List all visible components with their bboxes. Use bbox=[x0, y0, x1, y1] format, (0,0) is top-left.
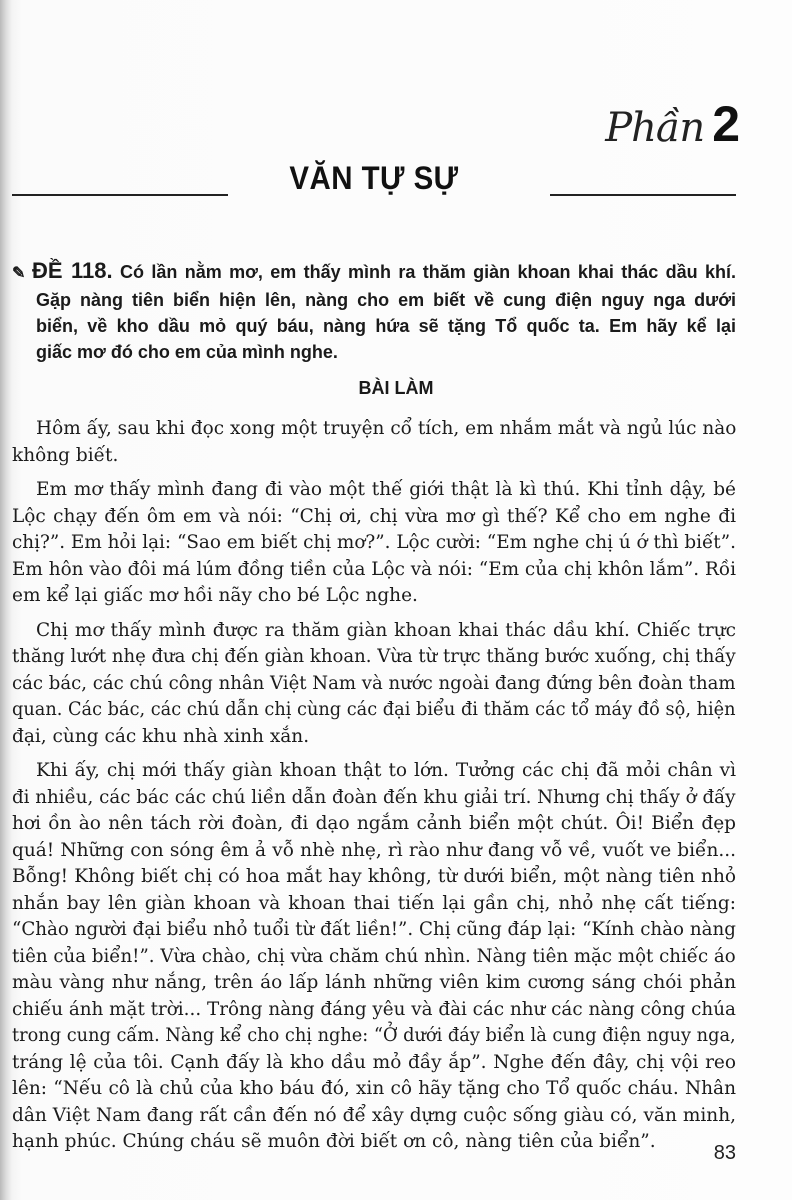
text-line: đi nhiều, các bác các chú liền dẫn đoàn đến khu giải trí. Nhưng chị thấy ở đấy bbox=[12, 786, 736, 808]
text-line: “Chào người đại biểu nhỏ tuổi từ đất liền!”. Chị cũng đáp lại: “Kính chào nàng bbox=[12, 919, 736, 940]
text-line: hạnh phúc. Chúng cháu sẽ muôn đời biết ơn cô, nàng tiên của biển”. bbox=[12, 1131, 656, 1152]
title-rule-right bbox=[550, 194, 736, 196]
text-line: chiếu ánh mặt trời... Trông nàng đáng yêu và đài các như các nàng công chúa bbox=[12, 998, 736, 1020]
text-line: quá! Những con sóng êm ả vỗ nhè nhẹ, rì rào như đang vỗ về, vuốt ve biển... bbox=[12, 839, 736, 861]
part-number: 2 bbox=[712, 96, 740, 152]
paragraph bbox=[12, 758, 736, 1156]
paragraph bbox=[12, 618, 736, 751]
text-line: dân Việt Nam đang rất cần đến nó để xây dựng cuộc sống giàu có, văn minh, bbox=[12, 1104, 736, 1126]
text-line: Chị mơ thấy mình được ra thăm giàn khoan khai thác dầu khí. Chiếc trực bbox=[36, 619, 736, 641]
text-line: Em hôn vào đôi má lúm đồng tiền của Lộc và nói: “Em của chị khôn lắm”. Rồi bbox=[12, 558, 736, 580]
text-line: hơi ồn ào nên tách rời đoàn, đi dạo ngắm cảnh biển một chút. Ôi! Biển đẹp bbox=[12, 813, 736, 834]
exercise-label: ĐỀ 118. bbox=[32, 258, 113, 283]
text-line: tráng lệ của tôi. Cạnh đấy là kho dầu mỏ đầy ắp”. Nghe đến đây, chị vội reo bbox=[12, 1051, 736, 1073]
text-line: quan. Các bác, các chú dẫn chị cùng các đại biểu đi thăm các tổ máy đồ sộ, hiện bbox=[12, 699, 736, 720]
pencil-icon: ✎ bbox=[12, 265, 26, 282]
prompt-line: giấc mơ đó cho em của mình nghe. bbox=[36, 342, 338, 362]
part-word: Phần bbox=[605, 105, 705, 151]
part-heading bbox=[605, 95, 740, 153]
text-line: đại, cùng các khu nhà xinh xắn. bbox=[12, 725, 310, 747]
text-line: các bác, các chú công nhân Việt Nam và nước ngoài đang đứng bên đoàn tham bbox=[12, 672, 736, 694]
text-line: không biết. bbox=[12, 444, 119, 466]
text-line: tiên của biển!”. Vừa chào, chị vừa chăm chú nhìn. Nàng tiên mặc một chiếc áo bbox=[12, 945, 736, 967]
text-line: thăng lướt nhẹ đưa chị đến giàn khoan. Vừa từ trực thăng bước xuống, chị thấy bbox=[12, 646, 736, 667]
text-line: Khi ấy, chị mới thấy giàn khoan thật to lớn. Tưởng các chị đã mỏi chân vì bbox=[36, 760, 736, 781]
text-line: trong cung cấm. Nàng kể cho chị nghe: “Ở dưới đáy biển là cung điện nguy nga, bbox=[12, 1025, 736, 1046]
text-line: màu vàng như nắng, trên áo lấp lánh những viên kim cương sáng chói phản bbox=[12, 972, 736, 993]
prompt-line: biển, về kho dầu mỏ quý báu, nàng hứa sẽ tặng Tổ quốc ta. Em hãy kể lại bbox=[36, 316, 736, 336]
section-title-row bbox=[12, 160, 736, 210]
exercise-prompt bbox=[12, 258, 736, 365]
text-line: lên: “Nếu cô là chủ của kho báu đó, xin cô hãy tặng cho Tổ quốc cháu. Nhân bbox=[12, 1078, 736, 1099]
paragraph bbox=[12, 416, 736, 469]
text-line: Lộc chạy đến ôm em và nói: “Chị ơi, chị vừa mơ gì thế? Kể cho em nghe đi bbox=[12, 505, 736, 527]
essay-body bbox=[12, 416, 736, 1164]
text-line: Em mơ thấy mình đang đi vào một thế giới thật là kì thú. Khi tỉnh dậy, bé bbox=[36, 479, 736, 500]
prompt-line: Gặp nàng tiên biển hiện lên, nàng cho em biết về cung điện nguy nga dưới bbox=[36, 290, 736, 310]
text-line: Hôm ấy, sau khi đọc xong một truyện cổ tích, em nhắm mắt và ngủ lúc nào bbox=[35, 418, 737, 439]
text-line: nhắn bay lên giàn khoan và khoan thai tiến lại gần chị, nhỏ nhẹ cất tiếng: bbox=[12, 892, 736, 914]
prompt-line: ✎ ĐỀ 118. Có lần nằm mơ, em thấy mình ra thăm giàn khoan khai thác dầu khí. bbox=[12, 258, 736, 287]
answer-heading: BÀI LÀM bbox=[358, 378, 434, 398]
text-line: em kể lại giấc mơ hồi nãy cho bé Lộc nghe. bbox=[12, 585, 418, 606]
page-number: 83 bbox=[713, 1142, 736, 1164]
text-line: Bỗng! Không biết chị có hoa mắt hay không, từ dưới biển, một nàng tiên nhỏ bbox=[12, 866, 736, 887]
paragraph bbox=[12, 477, 736, 610]
section-title: VĂN TỰ SỰ bbox=[289, 160, 459, 196]
text-line: chị?”. Em hỏi lại: “Sao em biết chị mơ?”. Lộc cười: “Em nghe chị ú ớ thì biết”. bbox=[12, 532, 736, 553]
